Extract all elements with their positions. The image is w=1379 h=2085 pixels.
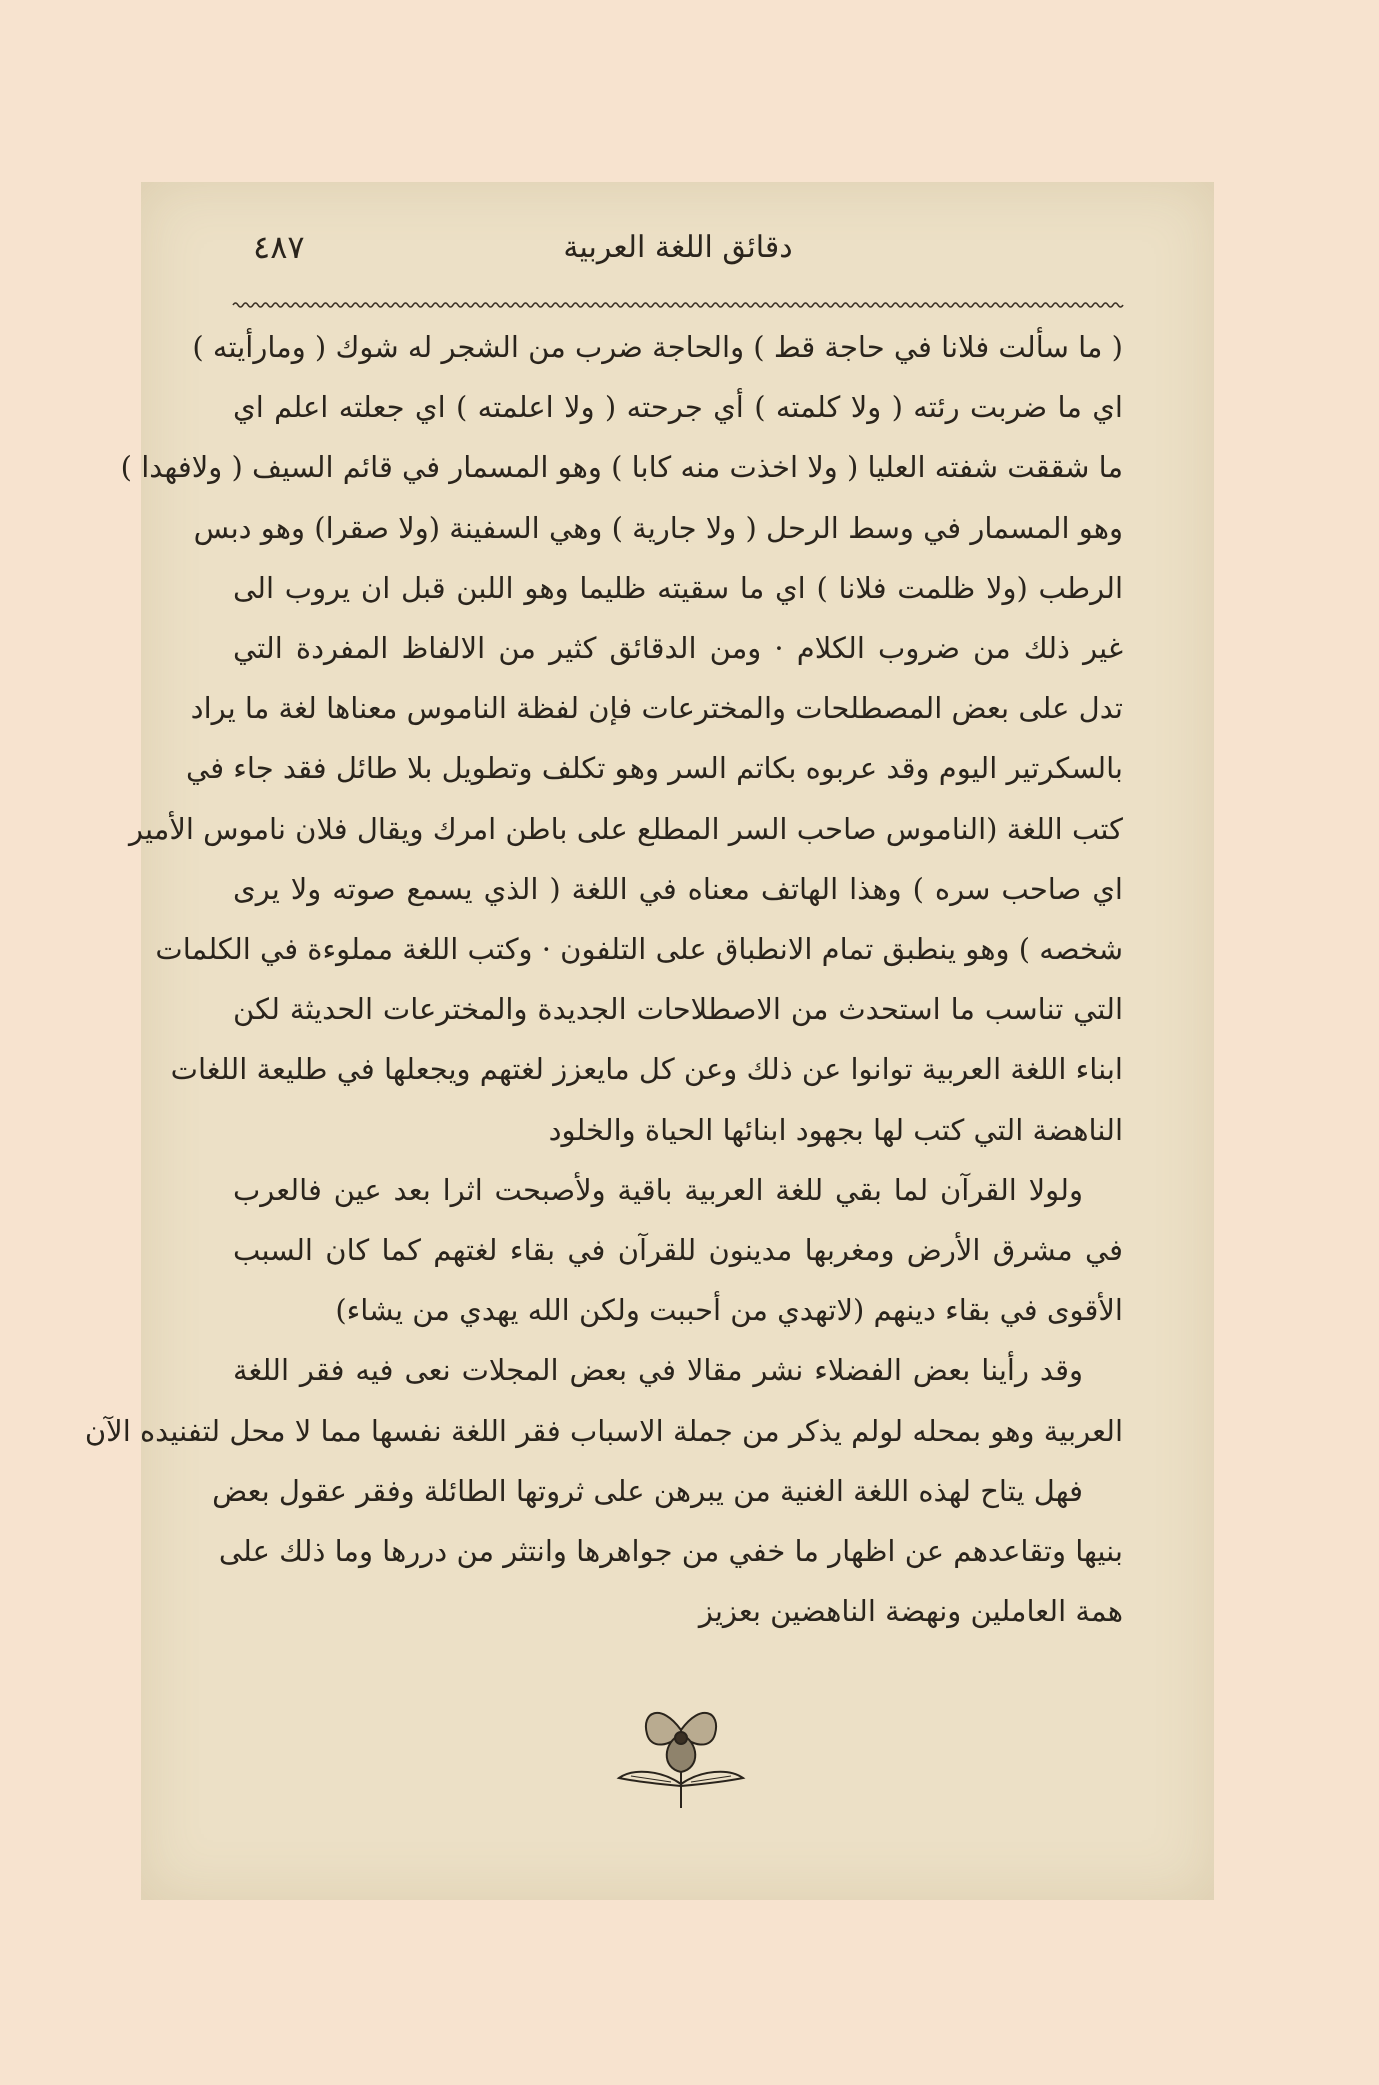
running-title: دقائق اللغة العربية: [563, 230, 793, 265]
text-line: ما شققت شفته العليا ( ولا اخذت منه كابا ) وهو المسمار في قائم السيف ( ولافهدا ): [120, 450, 1123, 485]
text-line: بنيها وتقاعدهم عن اظهار ما خفي من جواهرها وانتثر من دررها وما ذلك على: [218, 1534, 1123, 1569]
text-line: اي ما ضربت رئته ( ولا كلمته ) أي جرحته ( ولا اعلمته ) اي جعلته اعلم اي: [233, 390, 1123, 425]
text-line: وهو المسمار في وسط الرحل ( ولا جارية ) وهي السفينة (ولا صقرا) وهو دبس: [193, 510, 1123, 545]
text-line: شخصه ) وهو ينطبق تمام الانطباق على التلفون · وكتب اللغة مملوءة في الكلمات: [155, 932, 1123, 967]
text-line: الأقوى في بقاء دينهم (لاتهدي من أحببت ولكن الله يهدي من يشاء): [335, 1293, 1123, 1328]
text-line: التي تناسب ما استحدث من الاصطلاحات الجديدة والمخترعات الحديثة لكن: [233, 992, 1123, 1027]
text-line: ابناء اللغة العربية توانوا عن ذلك وعن كل مايعزز لغتهم ويجعلها في طليعة اللغات: [170, 1052, 1123, 1087]
text-line: اي صاحب سره ) وهذا الهاتف معناه في اللغة ( الذي يسمع صوته ولا يرى: [233, 871, 1123, 906]
text-line: كتب اللغة (الناموس صاحب السر المطلع على باطن امرك ويقال فلان ناموس الأمير: [129, 811, 1123, 846]
text-line: العربية وهو بمحله لولم يذكر من جملة الاسباب فقر اللغة نفسها مما لا محل لتفنيده الآن: [84, 1413, 1123, 1448]
book-page: [84, 182, 1214, 1900]
text-line: الرطب (ولا ظلمت فلانا ) اي ما سقيته ظليما وهو اللبن قبل ان يروب الى: [233, 570, 1123, 605]
text-line: ولولا القرآن لما بقي للغة العربية باقية ولأصبحت اثرا بعد عين فالعرب: [233, 1172, 1083, 1207]
header-wavy-rule: [233, 300, 1123, 310]
text-line: تدل على بعض المصطلحات والمخترعات فإن لفظة الناموس معناها لغة ما يراد: [190, 691, 1123, 726]
page-number: ٤٨٧: [253, 228, 305, 266]
text-line: همة العاملين ونهضة الناهضين بعزيز: [698, 1594, 1123, 1629]
page-header: [233, 222, 1123, 282]
text-line: وقد رأينا بعض الفضلاء نشر مقالا في بعض المجلات نعى فيه فقر اللغة: [233, 1353, 1083, 1388]
body-text: [84, 317, 1123, 1641]
flower-ornament-icon: [611, 1672, 751, 1812]
text-line: في مشرق الأرض ومغربها مدينون للقرآن في بقاء لغتهم كما كان السبب: [233, 1233, 1123, 1268]
text-line: غير ذلك من ضروب الكلام · ومن الدقائق كثير من الالفاظ المفردة التي: [233, 631, 1123, 666]
text-line: الناهضة التي كتب لها بجهود ابنائها الحياة والخلود: [548, 1112, 1123, 1147]
text-line: بالسكرتير اليوم وقد عربوه بكاتم السر وهو تكلف وتطويل بلا طائل فقد جاء في: [186, 751, 1123, 786]
text-line: فهل يتاح لهذه اللغة الغنية من يبرهن على ثروتها الطائلة وفقر عقول بعض: [212, 1473, 1083, 1508]
text-line: ( ما سألت فلانا في حاجة قط ) والحاجة ضرب من الشجر له شوك ( ومارأيته ): [192, 330, 1123, 364]
